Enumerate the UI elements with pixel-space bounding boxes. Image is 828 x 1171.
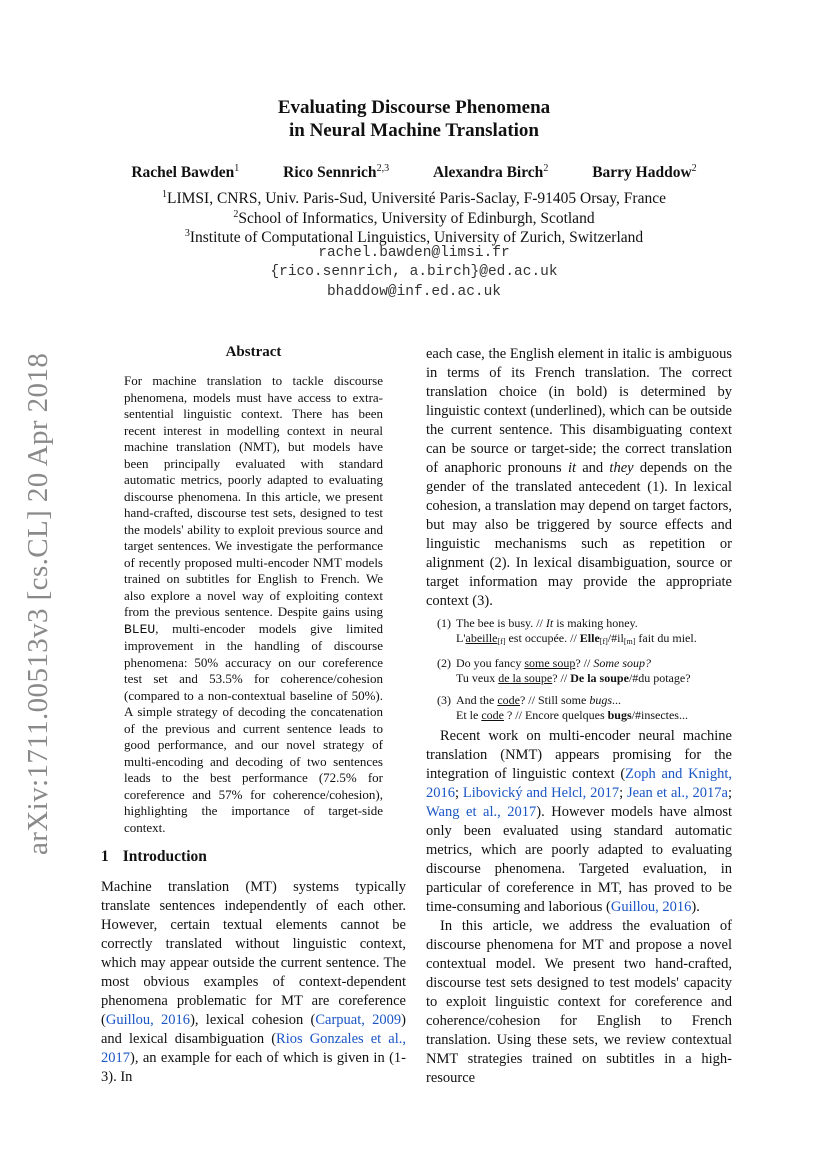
example-item: (2) Do you fancy some soup? // Some soup? Tu veux de la soupe? // De la soupe/#du potage? <box>437 656 737 686</box>
author: Alexandra Birch$^2$ <box>432 163 549 182</box>
author: Rico Sennrich$^{2,3}$ <box>283 163 390 182</box>
citation-link[interactable]: Rios Gonzales et al., 2017 <box>101 1031 406 1066</box>
paper-title <box>0 96 828 142</box>
citation-link[interactable]: Guillou, 2016 <box>105 1012 191 1028</box>
affiliation: $^3$Institute of Computational Linguistics, University of Zurich, Switzerland <box>184 228 644 247</box>
citation-link[interactable]: Libovický and Helcl, 2017 <box>462 785 620 801</box>
section-heading-introduction: 1 Introduction <box>101 848 207 865</box>
abstract-body: For machine translation to tackle discourse phenomena, models must have access to extra-sentential linguistic context. There has been recent interest in modelling context in neural machine translation (NMT), but models have been principally evaluated with standard automatic metrics, poorly adapted to evaluating discourse phenomena. In this article, we present hand-crafted, discourse test sets, designed to test the models' ability to exploit previous source and target sentences. We investigate the performance of recently proposed multi-encoder NMT models trained on subtitles for English to French. We also explore a novel way of exploiting context from the previous sentence. Despite gains using BLEU, multi-encoder models give limited improvement in the handling of discourse phenomena: 50% accuracy on our coreference test set and 53.5% for coherence/cohesion (compared to a non-contextual baseline of 50%). A simple strategy of decoding the concatenation of the previous and current sentence leads to good performance, and our novel strategy of multi-encoding and decoding of two sentences leads to the best performance (72.5% for coreference and 57% for coherence/cohesion), highlighting the importance of target-side context. <box>124 373 383 835</box>
abstract-heading: Abstract <box>225 344 282 360</box>
author: Rachel Bawden$^1$ <box>131 163 240 182</box>
author-list <box>0 163 828 182</box>
example-french: Tu veux de la soupe? // De la soupe/#du potage? <box>456 671 691 685</box>
right-column-paragraph-2: Recent work on multi-encoder neural machine translation (NMT) appears promising for the integration of linguistic context (Zoph and Knight, 2016; Libovický and Helcl, 2017; Jean et al., 2017a; Wang et al., 2017). However models have almost only been evaluated using standard automatic metrics, which are poorly adapted to evaluating discourse phenomena. Targeted evaluation, in particular of coreference in MT, has proved to be time-consuming and laborious (Guillou, 2016). In this article, we address the evaluation of discourse phenomena for MT and propose a novel contextual model. We present two hand-crafted, discourse test sets designed to test models' capacity to exploit linguistic context for coreference and coherence/cohesion for English to French translation. Using these sets, we review contextual NMT strategies trained on subtitles in a high-resource <box>426 728 733 1086</box>
citation-link[interactable]: Guillou, 2016 <box>610 899 692 915</box>
citation-link[interactable]: Zoph and Knight, 2016 <box>426 766 732 801</box>
author: Barry Haddow$^2$ <box>592 163 697 182</box>
citation-link[interactable]: Jean et al., 2017a <box>626 785 728 801</box>
right-column-paragraph-3: In this article, we address the evaluation of discourse phenomena for MT and propose a novel contextual model. We present two hand-crafted, discourse test sets designed to test models' capacity to exploit linguistic context for coreference and coherence/cohesion for English to French translation. Using these sets, we review contextual NMT strategies trained on subtitles in a high-resource <box>426 918 732 1086</box>
example-french: L'abeille$_{[f]}$ est occupée. // $Elle_{[f]}/\#il_{[m]}$ fait du miel. <box>456 631 697 646</box>
affiliation: $^2$School of Informatics, University of Edinburgh, Scotland <box>233 208 595 227</box>
arxiv-stamp <box>20 352 60 865</box>
citation-link[interactable]: Carpuat, 2009 <box>315 1012 402 1028</box>
intro-paragraph: Machine translation (MT) systems typically translate sentences independently of each other. However, certain textual elements cannot be correctly translated without linguistic context, which may appear outside the current sentence. The most obvious examples of context-dependent phenomena problematic for MT are coreference (Guillou, 2016), lexical cohesion (Carpuat, 2009) and lexical disambiguation (Rios Gonzales et al., 2017), an example for each of which is given in (1-3). In <box>101 879 407 1085</box>
title-line-2: in Neural Machine Translation <box>288 120 539 141</box>
examples-list <box>437 616 737 730</box>
arxiv-stamp-text: arXiv:1711.00513v3 [cs.CL] 20 Apr 2018 <box>22 352 54 855</box>
email[interactable]: bhaddow@inf.ed.ac.uk <box>326 284 502 300</box>
email[interactable]: {rico.sennrich, a.birch}@ed.ac.uk <box>270 264 558 280</box>
bleu-metric: BLEU <box>124 621 156 637</box>
example-english: And the code? // Still some bugs... <box>456 693 621 707</box>
example-item: (3) And the code? // Still some bugs... Et le code ? // Encore quelques bugs/#insectes... <box>437 693 737 723</box>
affiliation: $^1$LIMSI, CNRS, Univ. Paris-Sud, Université Paris-Saclay, F-91405 Orsay, France <box>162 189 666 208</box>
right-column-paragraph-1: each case, the English element in italic is ambiguous in terms of its French translation. The correct translation choice (in bold) is determined by linguistic context (underlined), which can be outside the current sentence. This disambiguating context can be source or target-side; the correct translation of anaphoric pronouns it and they depends on the gender of the translated antecedent (1). In lexical cohesion, a translation may depend on target factors, but may also be triggered by source effects and linguistic mechanisms such as repetition or alignment (2). In lexical disambiguation, source or target information may provide the appropriate context (3). <box>426 346 733 609</box>
title-line-1: Evaluating Discourse Phenomena <box>277 97 551 118</box>
email[interactable]: rachel.bawden@limsi.fr <box>318 245 510 261</box>
example-english: The bee is busy. // It is making honey. <box>456 616 638 630</box>
example-french: Et le code ? // Encore quelques bugs/#insectes... <box>456 708 688 722</box>
example-item: (1) The bee is busy. // It is making honey. L'abeille$_{[f]}$ est occupée. // $Elle_{[f]}/\#il_{[m]}$ fait du miel. <box>437 616 737 649</box>
citation-link[interactable]: Wang et al., 2017 <box>426 804 537 820</box>
example-english: Do you fancy some soup? // Some soup? <box>456 656 651 670</box>
